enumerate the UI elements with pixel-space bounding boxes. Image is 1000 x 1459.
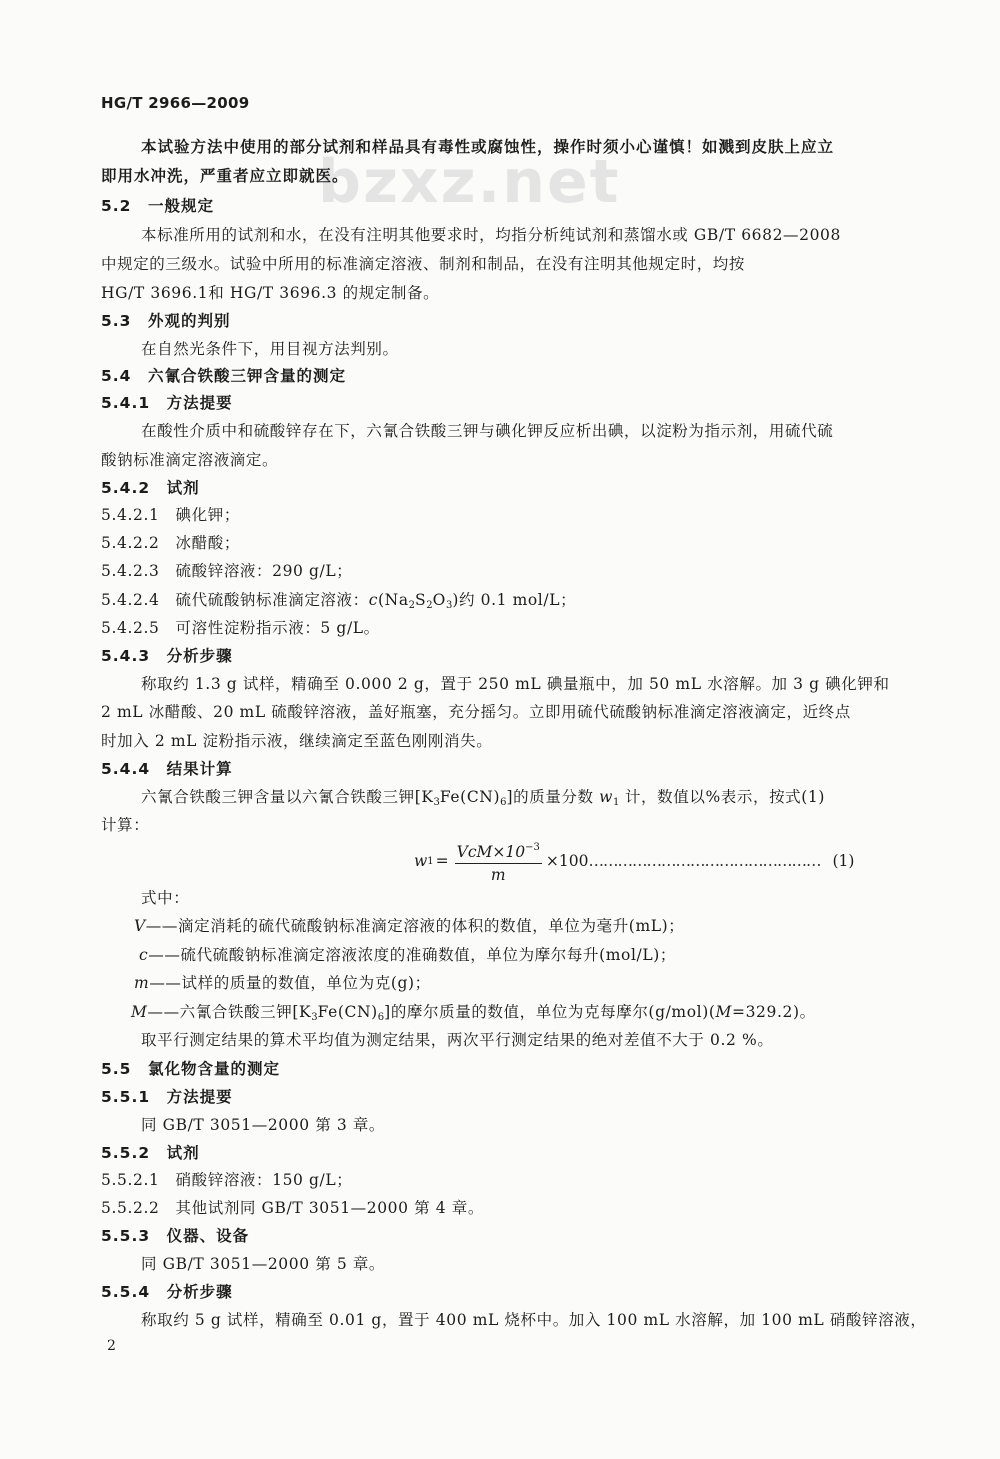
- warning-line-1: 本试验方法中使用的部分试剂和样品具有毒性或腐蚀性，操作时须小心谨慎！如溅到皮肤上应立: [141, 138, 835, 156]
- watermark: bzxz.net: [318, 147, 621, 217]
- heading-5-2: 5.2 一般规定: [101, 197, 214, 215]
- p-5-4-1-line-2: 酸钠标准滴定溶液滴定。: [101, 451, 279, 469]
- p-5-4-3-line-3: 时加入 2 mL 淀粉指示液，继续滴定至蓝色刚刚消失。: [101, 732, 493, 750]
- formula-leader-dots: …………………………………………: [588, 852, 821, 870]
- p-5-5-1: 同 GB/T 3051—2000 第 3 章。: [141, 1116, 386, 1134]
- p-5-5-3: 同 GB/T 3051—2000 第 5 章。: [141, 1255, 386, 1273]
- where-label: 式中：: [141, 889, 190, 907]
- calc-line-1: 六氰合铁酸三钾含量以六氰合铁酸三钾$[K_3Fe(CN)_6]$的质量分数 $w_1$ 计，数值以%表示，按式(1): [141, 788, 826, 808]
- formula-numerator: VcM×10: [456, 842, 526, 861]
- p-5-4-3-line-2: 2 mL 冰醋酸、20 mL 硫酸锌溶液，盖好瓶塞，充分摇匀。立即用硫代硫酸钠标准滴定溶液滴定，近终点: [101, 703, 851, 721]
- heading-5-4-1: 5.4.1 方法提要: [101, 394, 233, 412]
- formula-fraction: $\frac{VcM\times 10^{-3}}{m}$: [455, 839, 542, 884]
- avg-line: 取平行测定结果的算术平均值为测定结果，两次平行测定结果的绝对差值不大于 0.2 %。: [141, 1031, 774, 1049]
- heading-5-3: 5.3 外观的判别: [101, 312, 231, 330]
- p-5-4-3-line-1: 称取约 1.3 g 试样，精确至 0.000 2 g，置于 250 mL 碘量瓶中，加 50 mL 水溶解。加 3 g 碘化钾和: [141, 675, 890, 693]
- p-5-4-1-line-1: 在酸性介质中和硫酸锌存在下，六氰合铁酸三钾与碘化钾反应析出碘，以淀粉为指示剂，用硫代硫: [141, 422, 834, 440]
- heading-5-5: 5.5 氯化物含量的测定: [101, 1060, 280, 1078]
- formula-denominator: m: [490, 865, 506, 884]
- p-5-5-4: 称取约 5 g 试样，精确至 0.01 g，置于 400 mL 烧杯中。加入 100 mL 水溶解，加 100 mL 硝酸锌溶液，: [141, 1311, 927, 1329]
- item-5-4-2-2: 5.4.2.2 冰醋酸；: [101, 534, 240, 552]
- heading-5-5-3: 5.5.3 仪器、设备: [101, 1227, 250, 1245]
- calc-line-2: 计算：: [101, 816, 150, 834]
- item-5-4-2-5: 5.4.2.5 可溶性淀粉指示液：5 g/L。: [101, 619, 380, 637]
- heading-5-5-4: 5.5.4 分析步骤: [101, 1283, 233, 1301]
- page-number: 2: [107, 1338, 116, 1354]
- p-5-2-line-3: HG/T 3696.1和 HG/T 3696.3 的规定制备。: [101, 284, 440, 302]
- p-5-2-line-1: 本标准所用的试剂和水，在没有注明其他要求时，均指分析纯试剂和蒸馏水或 GB/T 6682—2008: [141, 226, 841, 244]
- item-5-5-2-1: 5.5.2.1 硝酸锌溶液：150 g/L；: [101, 1171, 353, 1189]
- heading-5-4: 5.4 六氰合铁酸三钾含量的测定: [101, 367, 346, 385]
- formula-equals: =: [435, 852, 449, 870]
- item-5-4-2-3: 5.4.2.3 硫酸锌溶液：290 g/L；: [101, 562, 353, 580]
- heading-5-4-3: 5.4.3 分析步骤: [101, 647, 233, 665]
- formula-lhs: w: [414, 852, 428, 870]
- definition-m: m——试样的质量的数值，单位为克(g)；: [134, 974, 431, 992]
- heading-5-4-4: 5.4.4 结果计算: [101, 760, 233, 778]
- heading-5-5-2: 5.5.2 试剂: [101, 1144, 200, 1162]
- formula-1: w 1 = $\frac{VcM\times 10^{-3}}{m}$ ×100 ………………………………………… (1): [414, 838, 854, 884]
- formula-times: ×100: [545, 852, 589, 870]
- definition-c: c——硫代硫酸钠标准滴定溶液浓度的准确数值，单位为摩尔每升(mol/L)；: [139, 946, 676, 964]
- item-5-5-2-2: 5.5.2.2 其他试剂同 GB/T 3051—2000 第 4 章。: [101, 1199, 484, 1217]
- item-5-4-2-4: 5.4.2.4 硫代硫酸钠标准滴定溶液：$c(Na_2S_2O_3)$约 0.1 mol/L；: [101, 591, 577, 611]
- heading-5-4-2: 5.4.2 试剂: [101, 479, 200, 497]
- standard-code: HG/T 2966—2009: [101, 94, 250, 112]
- heading-5-5-1: 5.5.1 方法提要: [101, 1088, 233, 1106]
- definition-V: V——滴定消耗的硫代硫酸钠标准滴定溶液的体积的数值，单位为毫升(mL)；: [134, 917, 685, 935]
- definition-M: M——六氰合铁酸三钾$[K_3Fe(CN)_6]$的摩尔质量的数值，单位为克每摩尔(g/mol)(M=329.2)。: [131, 1003, 816, 1023]
- p-5-2-line-2: 中规定的三级水。试验中所用的标准滴定溶液、制剂和制品，在没有注明其他规定时，均按: [101, 255, 746, 273]
- item-5-4-2-1: 5.4.2.1 碘化钾；: [101, 506, 240, 524]
- p-5-3: 在自然光条件下，用目视方法判别。: [141, 340, 399, 358]
- formula-number: (1): [832, 852, 855, 870]
- warning-line-2: 即用水冲洗，严重者应立即就医。: [101, 167, 349, 185]
